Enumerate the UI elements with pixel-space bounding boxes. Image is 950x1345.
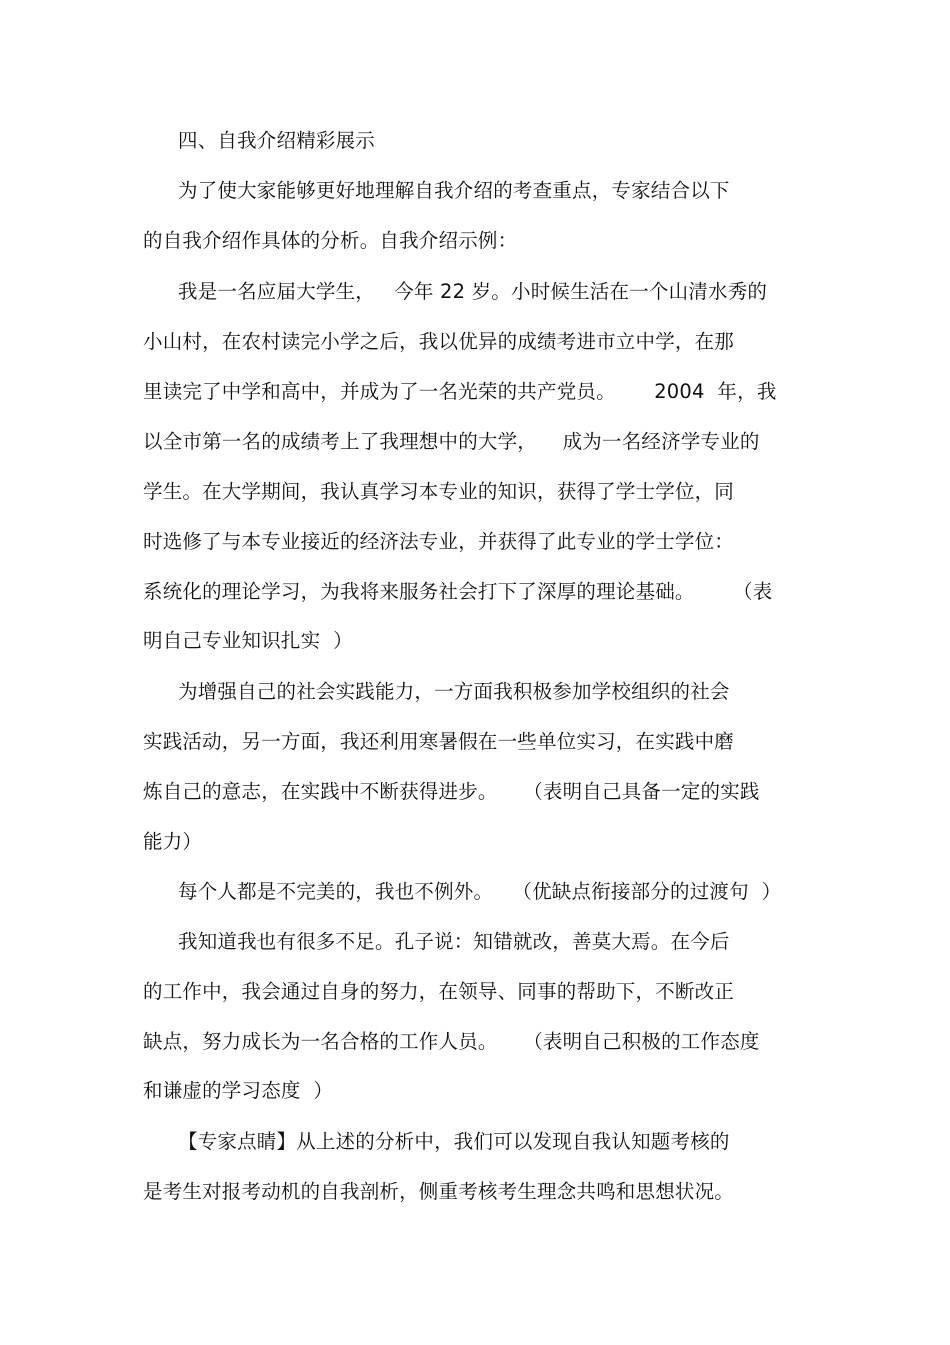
section-heading: 四、自我介绍精彩展示 bbox=[178, 129, 376, 152]
paragraph-line: 为增强自己的社会实践能力，一方面我积极参加学校组织的社会 bbox=[178, 680, 730, 703]
paragraph-line: 实践活动，另一方面，我还利用寒暑假在一些单位实习，在实践中磨 bbox=[143, 730, 735, 753]
paragraph-line: 能力） bbox=[143, 830, 203, 853]
paragraph-line: 系统化的理论学习，为我将来服务社会打下了深厚的理论基础。 （表 bbox=[143, 580, 773, 603]
paragraph-line: 缺点，努力成长为一名合格的工作人员。 （表明自己积极的工作态度 bbox=[143, 1030, 760, 1053]
paragraph-line: 我是一名应届大学生， 今年 22 岁。小时候生活在一个山清水秀的 bbox=[178, 280, 768, 303]
paragraph-line: 的自我介绍作具体的分析。自我介绍示例： bbox=[143, 229, 518, 252]
paragraph-line: 每个人都是不完美的，我也不例外。 （优缺点衔接部分的过渡句 ） bbox=[178, 880, 782, 903]
paragraph-line: 小山村，在农村读完小学之后，我以优异的成绩考进市立中学，在那 bbox=[143, 330, 735, 353]
paragraph-line: 明自己专业知识扎实 ） bbox=[143, 629, 353, 652]
paragraph-line: 我知道我也有很多不足。孔子说：知错就改，善莫大焉。在今后 bbox=[178, 930, 730, 953]
paragraph-line: 炼自己的意志，在实践中不断获得进步。 （表明自己具备一定的实践 bbox=[143, 780, 760, 803]
paragraph-line: 学生。在大学期间，我认真学习本专业的知识，获得了学士学位，同 bbox=[143, 480, 735, 503]
paragraph-line: 里读完了中学和高中，并成为了一名光荣的共产党员。 2004 年，我 bbox=[143, 380, 777, 403]
paragraph-line: 的工作中，我会通过自身的努力，在领导、同事的帮助下，不断改正 bbox=[143, 980, 735, 1003]
paragraph-line: 和谦虚的学习态度 ） bbox=[143, 1079, 334, 1102]
paragraph-line: 【专家点睛】从上述的分析中，我们可以发现自我认知题考核的 bbox=[178, 1130, 730, 1153]
paragraph-line: 为了使大家能够更好地理解自我介绍的考查重点，专家结合以下 bbox=[178, 179, 730, 202]
paragraph-line: 是考生对报考动机的自我剖析，侧重考核考生理念共鸣和思想状况。 bbox=[143, 1180, 735, 1203]
paragraph-line: 以全市第一名的成绩考上了我理想中的大学， 成为一名经济学专业的 bbox=[143, 430, 760, 453]
paragraph-line: 时选修了与本专业接近的经济法专业，并获得了此专业的学士学位： bbox=[143, 530, 735, 553]
